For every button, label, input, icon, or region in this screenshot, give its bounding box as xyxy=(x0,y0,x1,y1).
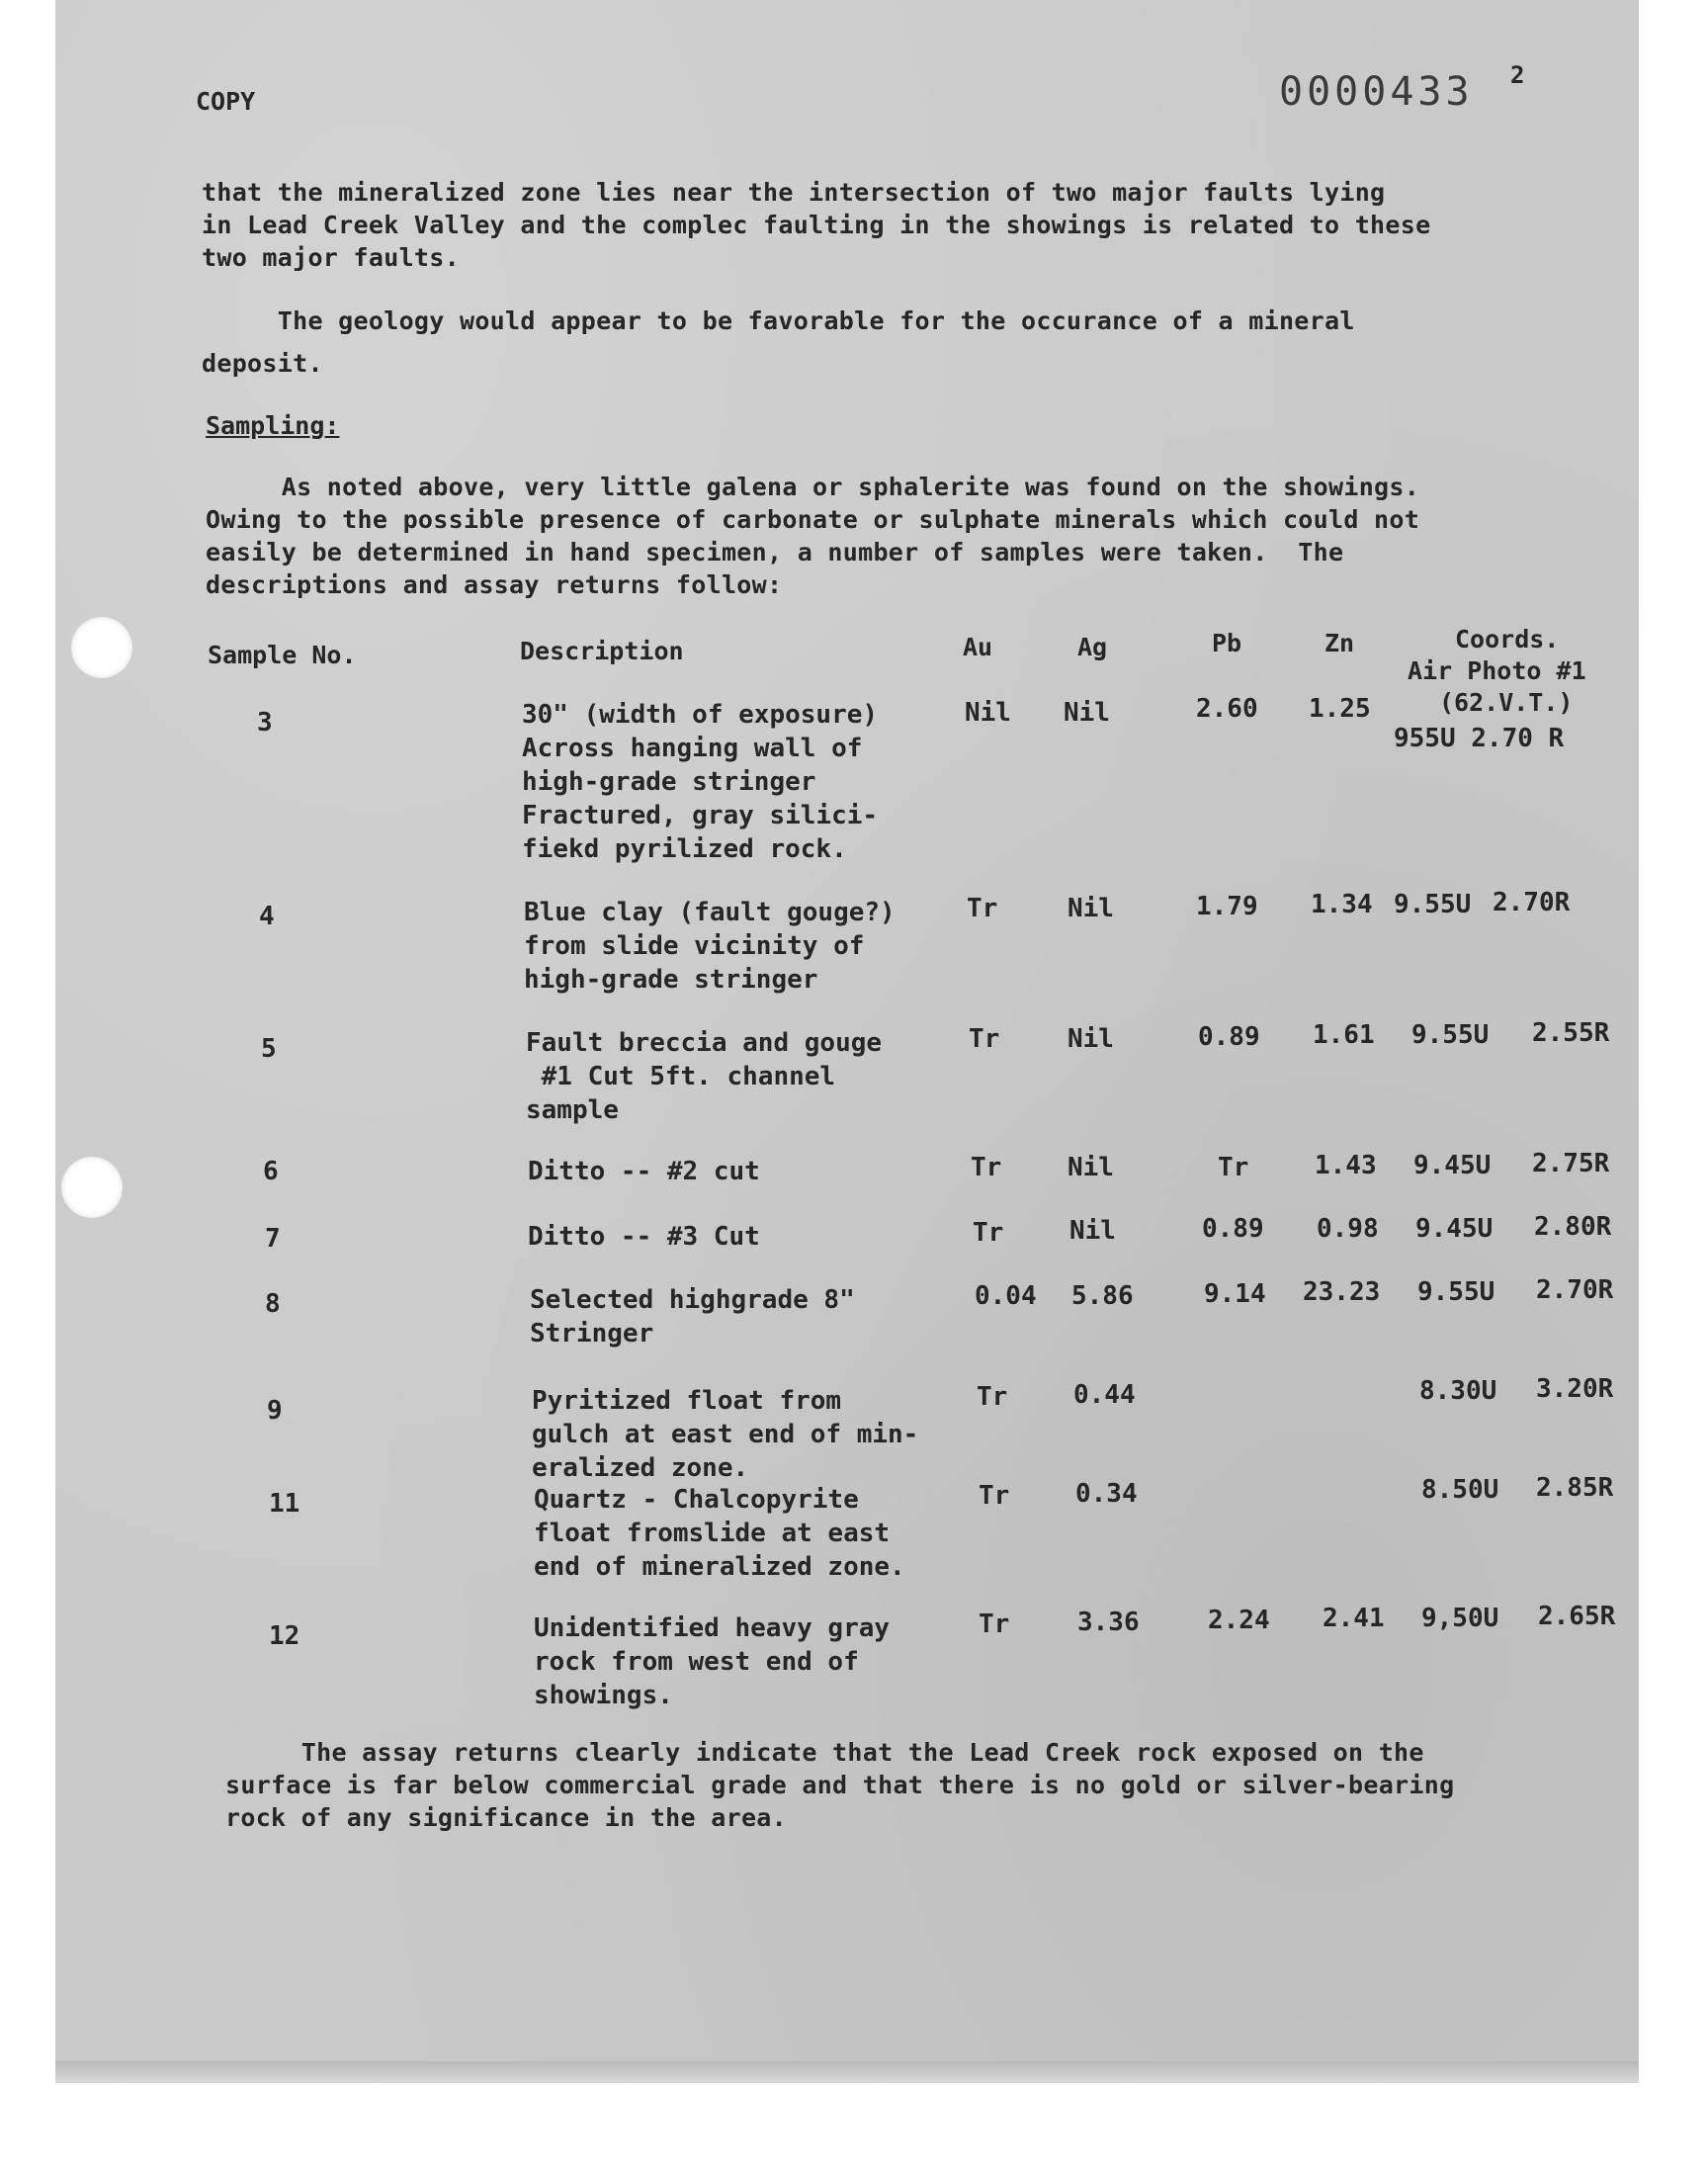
assay-au: Tr xyxy=(979,1610,1010,1639)
assay-au: Tr xyxy=(973,1218,1004,1248)
assay-zn: 1.25 xyxy=(1309,694,1371,724)
assay-zn: 0.98 xyxy=(1317,1214,1379,1244)
coords-u: 9.55U xyxy=(1417,1277,1495,1307)
assay-ag: Nil xyxy=(1068,1153,1114,1182)
assay-au: Tr xyxy=(971,1153,1002,1182)
page-bottom-edge xyxy=(55,2061,1639,2083)
column-header-ag: Ag xyxy=(1077,633,1108,661)
sample-description: Selected highgrade 8" Stringer xyxy=(530,1285,855,1348)
sample-description: Quartz - Chalcopyrite float fromslide at east end of mineralized zone. xyxy=(534,1485,905,1582)
column-header-coords-sub: (62.V.T.) xyxy=(1439,688,1574,717)
paragraph-line: easily be determined in hand specimen, a number of samples were taken. The xyxy=(206,538,1344,566)
assay-au: Tr xyxy=(979,1481,1010,1511)
paragraph-line: deposit. xyxy=(202,349,323,378)
sample-number: 4 xyxy=(259,902,275,931)
copy-stamp: COPY xyxy=(196,87,256,116)
sample-number: 7 xyxy=(265,1224,281,1254)
sample-description: 30" (width of exposure) Across hanging wall of high-grade stringer Fractured, gray silici- fiekd pyrilized rock. xyxy=(522,700,879,864)
sample-description: Pyritized float from gulch at east end of min- eralized zone. xyxy=(532,1386,919,1483)
sample-description: Ditto -- #3 Cut xyxy=(528,1222,760,1252)
punch-hole xyxy=(71,617,132,678)
paragraph-line: two major faults. xyxy=(202,243,460,272)
column-header-description: Description xyxy=(520,637,684,665)
assay-pb: Tr xyxy=(1218,1153,1249,1182)
assay-au: 0.04 xyxy=(975,1281,1037,1311)
assay-zn: 1.61 xyxy=(1313,1020,1375,1050)
page-number: 2 xyxy=(1510,61,1525,89)
coords-r: 2.70R xyxy=(1536,1275,1614,1305)
assay-pb: 0.89 xyxy=(1198,1022,1260,1052)
assay-zn: 1.34 xyxy=(1311,890,1373,919)
sample-description: Unidentified heavy gray rock from west end of showings. xyxy=(534,1613,891,1710)
assay-ag: Nil xyxy=(1068,894,1114,923)
section-heading: Sampling: xyxy=(206,411,340,440)
sample-number: 11 xyxy=(269,1489,300,1519)
assay-au: Nil xyxy=(965,698,1011,728)
assay-pb: 9.14 xyxy=(1204,1279,1266,1309)
assay-pb: 2.24 xyxy=(1208,1606,1270,1635)
coords-r: 2.65R xyxy=(1538,1602,1616,1631)
assay-au: Tr xyxy=(977,1382,1008,1412)
assay-au: Tr xyxy=(969,1024,1000,1054)
paragraph-line: The assay returns clearly indicate that the Lead Creek rock exposed on the xyxy=(225,1738,1424,1767)
column-header-coords-sub: Air Photo #1 xyxy=(1408,656,1586,685)
sample-number: 3 xyxy=(257,708,273,738)
paragraph-line: The geology would appear to be favorable for the occurance of a mineral xyxy=(202,306,1355,335)
sample-number: 8 xyxy=(265,1289,281,1319)
coords-u: 9.45U xyxy=(1413,1151,1492,1180)
punch-hole xyxy=(61,1157,123,1218)
column-header-sample: Sample No. xyxy=(208,641,357,669)
coords-r: 2.75R xyxy=(1532,1149,1610,1178)
coords-r: 2.55R xyxy=(1532,1018,1610,1048)
paragraph-line: that the mineralized zone lies near the intersection of two major faults lying xyxy=(202,178,1386,207)
column-header-zn: Zn xyxy=(1324,629,1355,657)
assay-ag: 5.86 xyxy=(1071,1281,1134,1311)
sample-number: 6 xyxy=(263,1157,279,1186)
paragraph-line: surface is far below commercial grade and that there is no gold or silver-bearing xyxy=(225,1771,1455,1799)
paragraph-line: Owing to the possible presence of carbonate or sulphate minerals which could not xyxy=(206,505,1420,534)
sample-number: 5 xyxy=(261,1034,277,1064)
paragraph-line: descriptions and assay returns follow: xyxy=(206,570,783,599)
coords-r: 2.70R xyxy=(1493,888,1571,917)
coords-u: 9.55U xyxy=(1394,890,1472,919)
coords-u: 9.55U xyxy=(1411,1020,1490,1050)
coords-r: 3.20R xyxy=(1536,1374,1614,1404)
sample-description: Fault breccia and gouge #1 Cut 5ft. channel sample xyxy=(526,1028,883,1125)
assay-pb: 2.60 xyxy=(1196,694,1258,724)
column-header-au: Au xyxy=(963,633,993,661)
assay-au: Tr xyxy=(967,894,998,923)
assay-ag: 3.36 xyxy=(1077,1608,1140,1637)
coords: 955U 2.70 R xyxy=(1394,724,1565,753)
assay-zn: 1.43 xyxy=(1315,1151,1377,1180)
sample-description: Blue clay (fault gouge?) from slide vicinity of high-grade stringer xyxy=(524,898,896,995)
assay-ag: Nil xyxy=(1068,1024,1114,1054)
coords-r: 2.85R xyxy=(1536,1473,1614,1503)
assay-ag: Nil xyxy=(1069,1216,1116,1246)
coords-u: 9.45U xyxy=(1415,1214,1494,1244)
sample-description: Ditto -- #2 cut xyxy=(528,1157,760,1186)
assay-ag: Nil xyxy=(1064,698,1110,728)
assay-pb: 0.89 xyxy=(1202,1214,1264,1244)
paragraph-line: As noted above, very little galena or sphalerite was found on the showings. xyxy=(206,473,1420,501)
sample-number: 12 xyxy=(269,1621,300,1651)
assay-pb: 1.79 xyxy=(1196,892,1258,921)
assay-ag: 0.34 xyxy=(1075,1479,1138,1509)
paragraph-line: rock of any significance in the area. xyxy=(225,1803,787,1832)
coords-r: 2.80R xyxy=(1534,1212,1612,1242)
paragraph-line: in Lead Creek Valley and the complec faulting in the showings is related to these xyxy=(202,211,1431,239)
coords-u: 9,50U xyxy=(1421,1604,1499,1633)
coords-u: 8.50U xyxy=(1421,1475,1499,1505)
assay-zn: 23.23 xyxy=(1303,1277,1381,1307)
document-number: 0000433 xyxy=(1279,69,1474,115)
column-header-pb: Pb xyxy=(1212,629,1242,657)
coords-u: 8.30U xyxy=(1419,1376,1497,1406)
column-header-coords: Coords. xyxy=(1455,625,1560,653)
sample-number: 9 xyxy=(267,1396,283,1426)
assay-ag: 0.44 xyxy=(1073,1380,1136,1410)
assay-zn: 2.41 xyxy=(1323,1604,1385,1633)
